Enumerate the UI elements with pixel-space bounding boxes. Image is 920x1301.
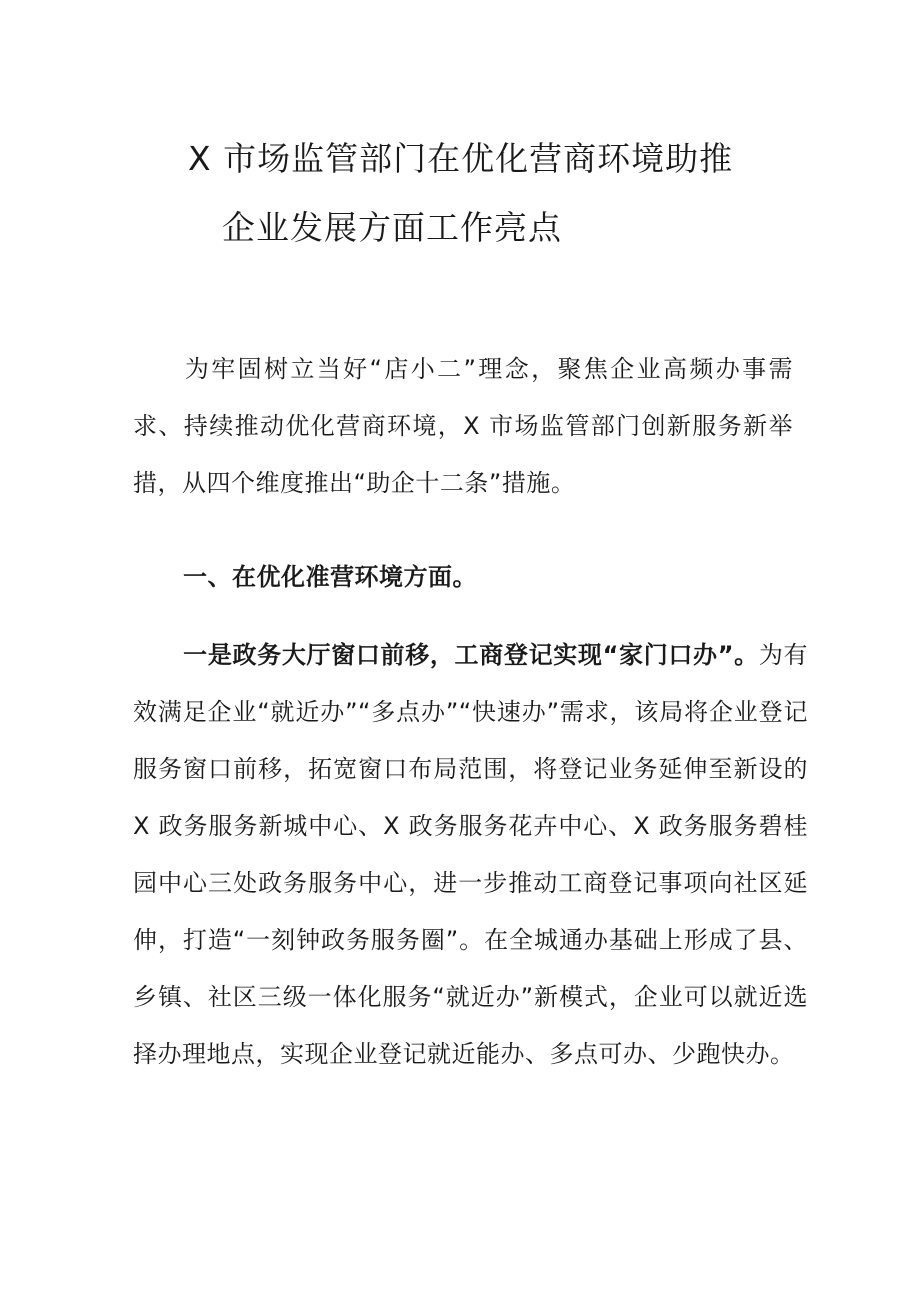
sub-point-lead: 一是政务大厅窗口前移，工商登记实现“家门口办”。 (183, 641, 759, 669)
intro-text: 为牢固树立当好“店小二”理念，聚焦企业高频办事需求、持续推动优化营商环境，X 市场监管部门创新服务新举措，从四个维度推出“助企十二条”措施。 (133, 355, 793, 497)
section-body-paragraph (133, 627, 808, 1083)
section-body-text: 为有效满足企业“就近办”“多点办”“快速办”需求，该局将企业登记服务窗口前移，拓宽窗口布局范围，将登记业务延伸至新设的 X 政务服务新城中心、X 政务服务花卉中心、X 政务服务碧桂园中心三处政务服务中心，进一步推动工商登记事项向社区延伸，打造“一刻钟政务服务圈”。在全城通办基础上形成了县、乡镇、社区三级一体化服务“就近办”新模式，企业可以就近选择办理地点，实现企业登记就近能办、多点可办、少跑快办。 (133, 641, 808, 1068)
section-heading (133, 549, 793, 606)
document-title-line-2: 企业发展方面工作亮点 (222, 208, 562, 247)
intro-paragraph (133, 341, 793, 512)
section-heading-text: 一、在优化准营环境方面。 (183, 563, 477, 591)
document-title-line-1: X 市场监管部门在优化营商环境助推 (188, 139, 734, 178)
